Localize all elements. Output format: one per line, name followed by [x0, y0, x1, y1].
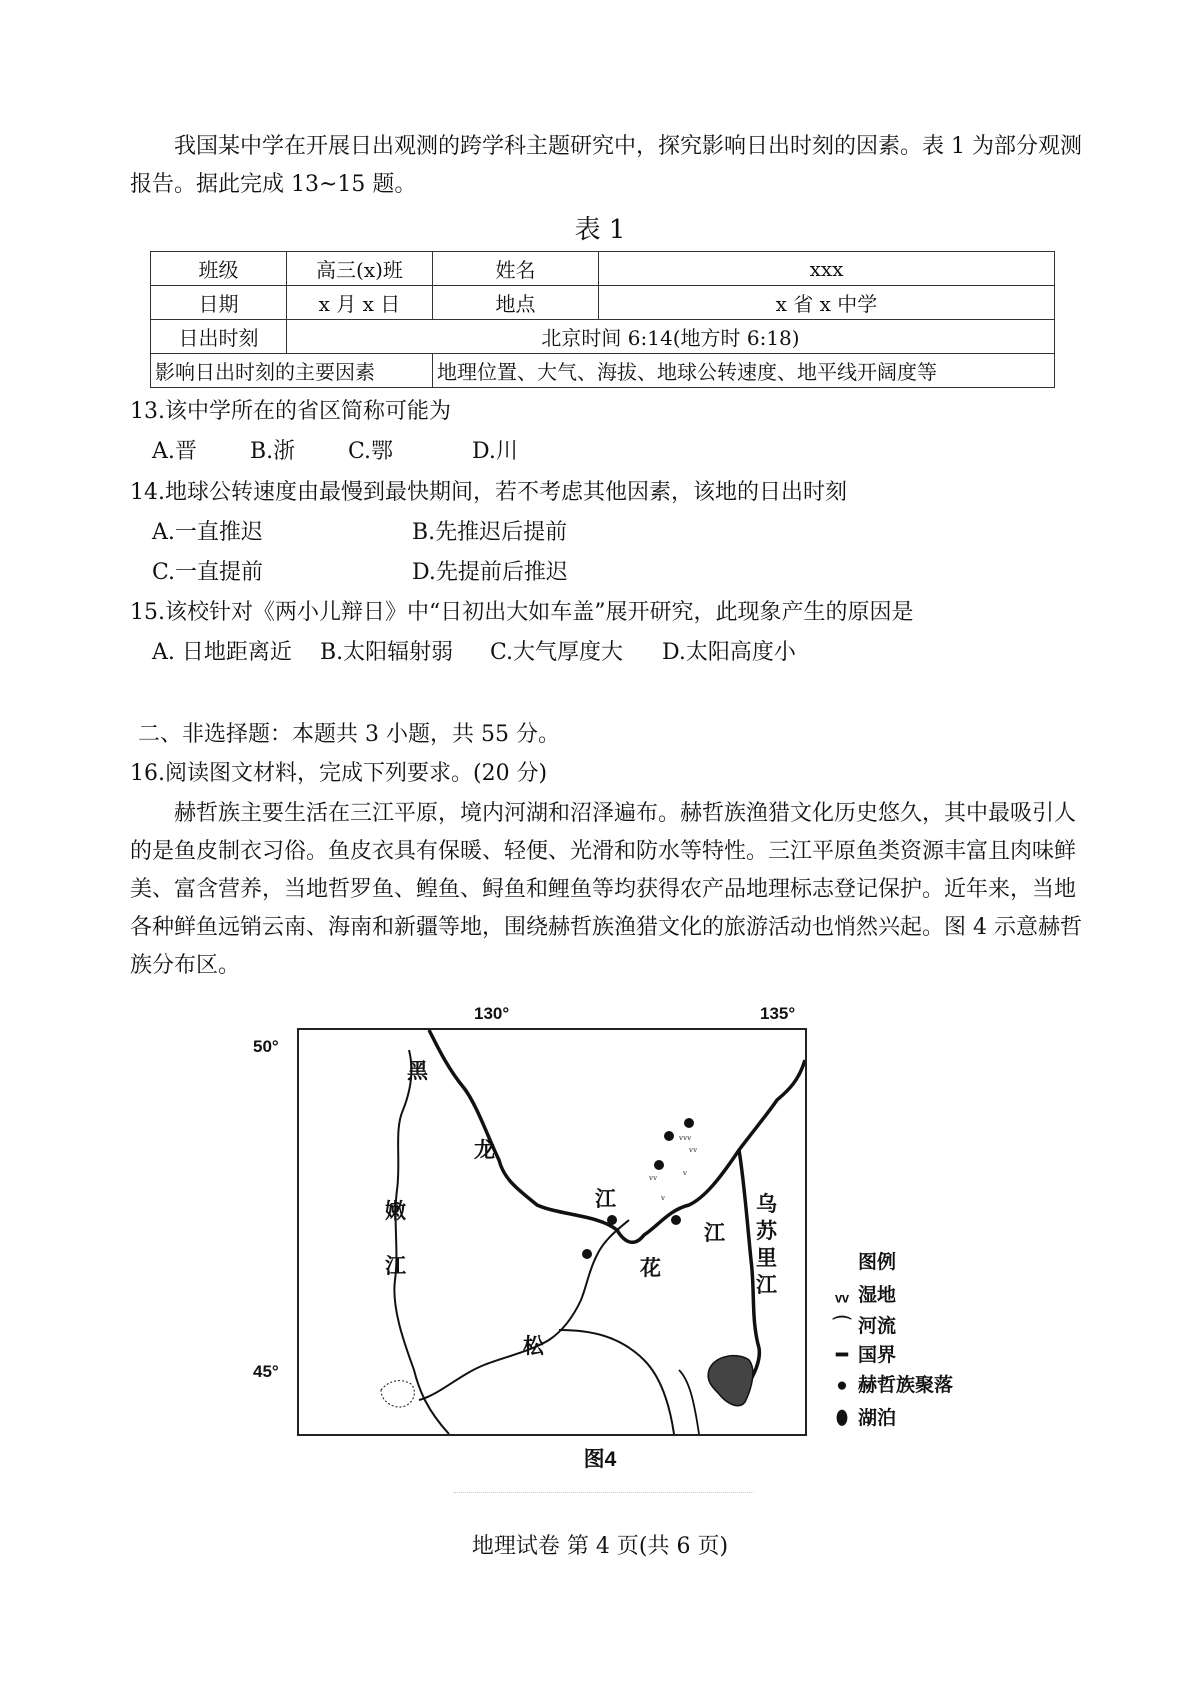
- option-c: C.一直提前: [152, 560, 264, 585]
- observation-table: [150, 251, 1055, 388]
- legend-border: [826, 1340, 896, 1367]
- question-16-passage: 赫哲族主要生活在三江平原，境内河湖和沼泽遍布。赫哲族渔猎文化历史悠久，其中最吸引人的是鱼皮制衣习俗。鱼皮衣具有保暖、轻便、光滑和防水等特性。三江平原鱼类资源丰富且肉味鲜美、富含营养，当地哲罗鱼、鳇鱼、鲟鱼和鲤鱼等均获得农产品地理标志登记保护。近年来，当地各种鲜鱼远销云南、海南和新疆等地，围绕赫哲族渔猎文化的旅游活动也悄然兴起。图 4 示意赫哲族分布区。: [130, 801, 1082, 978]
- table-cell: 地理位置、大气、海拔、地球公转速度、地平线开阔度等: [433, 354, 1055, 388]
- nenjiang-river: [394, 1050, 449, 1434]
- lon-label-130: 130°: [474, 1004, 510, 1023]
- table-cell: 班级: [151, 252, 287, 286]
- lat-label-50: 50°: [253, 1037, 279, 1056]
- question-14-options-row1: [152, 514, 567, 551]
- wetland-icon: ᵥᵥ: [835, 1285, 849, 1306]
- wetland-marks: ᵥ: [661, 1190, 666, 1203]
- section-2-heading: 二、非选择题：本题共 3 小题，共 55 分。: [138, 722, 560, 747]
- label-nenjiang-2: 江: [385, 1253, 406, 1278]
- lat-label-45: 45°: [253, 1362, 279, 1381]
- wetland-marks: ᵥᵥᵥ: [679, 1130, 692, 1143]
- label-heilongjiang-3: 江: [595, 1186, 616, 1211]
- table-cell: xxx: [599, 252, 1055, 286]
- label-heilongjiang-1: 黑: [407, 1058, 428, 1083]
- option-d: D.太阳高度小: [662, 640, 796, 665]
- table-cell: 日期: [151, 286, 287, 320]
- table-cell: 地点: [433, 286, 599, 320]
- question-13-stem: 13.该中学所在的省区简称可能为: [130, 399, 451, 424]
- legend-title: [826, 1247, 896, 1274]
- table-title: 表 1: [574, 215, 626, 245]
- map-drawing: [299, 1030, 805, 1434]
- wetland-marks: ᵥᵥ: [649, 1170, 658, 1183]
- legend-lake-label: 湖泊: [858, 1408, 897, 1429]
- question-16-stem: 16.阅读图文材料，完成下列要求。(20 分): [130, 761, 548, 786]
- option-b: B.太阳辐射弱: [320, 640, 454, 665]
- footer-divider: [454, 1492, 754, 1493]
- option-a: A.晋: [152, 439, 197, 464]
- lon-label-135: 135°: [760, 1004, 796, 1023]
- table-cell: 日出时刻: [151, 320, 287, 354]
- legend-river: [826, 1311, 896, 1338]
- lake-icon: ⬮: [836, 1408, 848, 1429]
- intro-paragraph: 我国某中学在开展日出观测的跨学科主题研究中，探究影响日出时刻的因素。表 1 为部分观测报告。据此完成 13~15 题。: [130, 134, 1082, 197]
- figure-caption: 图4: [583, 1448, 617, 1471]
- label-wusulijiang-4: 江: [756, 1272, 777, 1297]
- lake-shape: [708, 1356, 753, 1406]
- settlement-dot: [664, 1131, 674, 1141]
- question-14-stem: 14.地球公转速度由最慢到最快期间，若不考虑其他因素，该地的日出时刻: [130, 480, 847, 505]
- label-songhuajiang-3: 江: [704, 1220, 725, 1245]
- label-nenjiang-1: 嫩: [385, 1198, 406, 1223]
- option-c: C.大气厚度大: [490, 640, 624, 665]
- settlement-dot: [607, 1215, 617, 1225]
- label-songhuajiang-1: 松: [523, 1333, 544, 1358]
- question-13-options: [152, 433, 518, 470]
- table-row: [151, 286, 1055, 320]
- page-footer: 地理试卷 第 4 页(共 6 页): [471, 1534, 729, 1559]
- east-small-river: [679, 1370, 699, 1434]
- legend-title-text: 图例: [858, 1252, 897, 1273]
- border-line-icon: ━: [836, 1345, 848, 1366]
- label-wusulijiang-3: 里: [756, 1245, 777, 1270]
- wetland-marks: ᵥᵥ: [689, 1142, 698, 1155]
- table-cell: 北京时间 6:14(地方时 6:18): [287, 320, 1055, 354]
- legend-border-label: 国界: [858, 1345, 897, 1366]
- option-b: B.先推迟后提前: [412, 520, 568, 545]
- legend-lake: [826, 1403, 896, 1430]
- table-row: [151, 354, 1055, 388]
- map-frame: [297, 1028, 807, 1436]
- table-row: [151, 252, 1055, 286]
- option-a: A.一直推迟: [152, 520, 263, 545]
- question-14-options-row2: [152, 554, 568, 591]
- legend-wetland-label: 湿地: [858, 1285, 897, 1306]
- legend-wetland: [826, 1280, 896, 1307]
- option-b: B.浙: [250, 439, 296, 464]
- legend-settlement-label: 赫哲族聚落: [858, 1375, 954, 1396]
- option-d: D.先提前后推迟: [412, 560, 568, 585]
- legend-settlement: [826, 1370, 953, 1397]
- option-d: D.川: [472, 439, 518, 464]
- question-15-stem: 15.该校针对《两小儿辩日》中“日初出大如车盖”展开研究，此现象产生的原因是: [130, 600, 914, 625]
- settlement-dot-icon: ●: [836, 1375, 848, 1396]
- label-songhuajiang-2: 花: [640, 1255, 661, 1280]
- tributary-river: [559, 1330, 674, 1434]
- table-row: [151, 320, 1055, 354]
- label-wusulijiang-1: 乌: [756, 1191, 777, 1216]
- option-a: A. 日地距离近: [152, 640, 292, 665]
- legend-river-label: 河流: [858, 1316, 897, 1337]
- label-wusulijiang-2: 苏: [756, 1218, 777, 1243]
- wetland-marks: ᵥ: [683, 1165, 688, 1178]
- option-c: C.鄂: [348, 439, 394, 464]
- settlement-dot: [684, 1118, 694, 1128]
- table-cell: x 月 x 日: [287, 286, 433, 320]
- label-heilongjiang-2: 龙: [474, 1137, 495, 1162]
- settlement-dot: [582, 1249, 592, 1259]
- table-cell: x 省 x 中学: [599, 286, 1055, 320]
- question-15-options: [152, 634, 796, 671]
- wetland-cluster: [381, 1381, 414, 1407]
- table-cell: 姓名: [433, 252, 599, 286]
- settlement-dot: [654, 1160, 664, 1170]
- songhuajiang-river: [419, 1220, 629, 1400]
- table-cell: 影响日出时刻的主要因素: [151, 354, 433, 388]
- settlement-dot: [671, 1215, 681, 1225]
- table-cell: 高三(x)班: [287, 252, 433, 286]
- river-icon: ⌒: [832, 1316, 852, 1337]
